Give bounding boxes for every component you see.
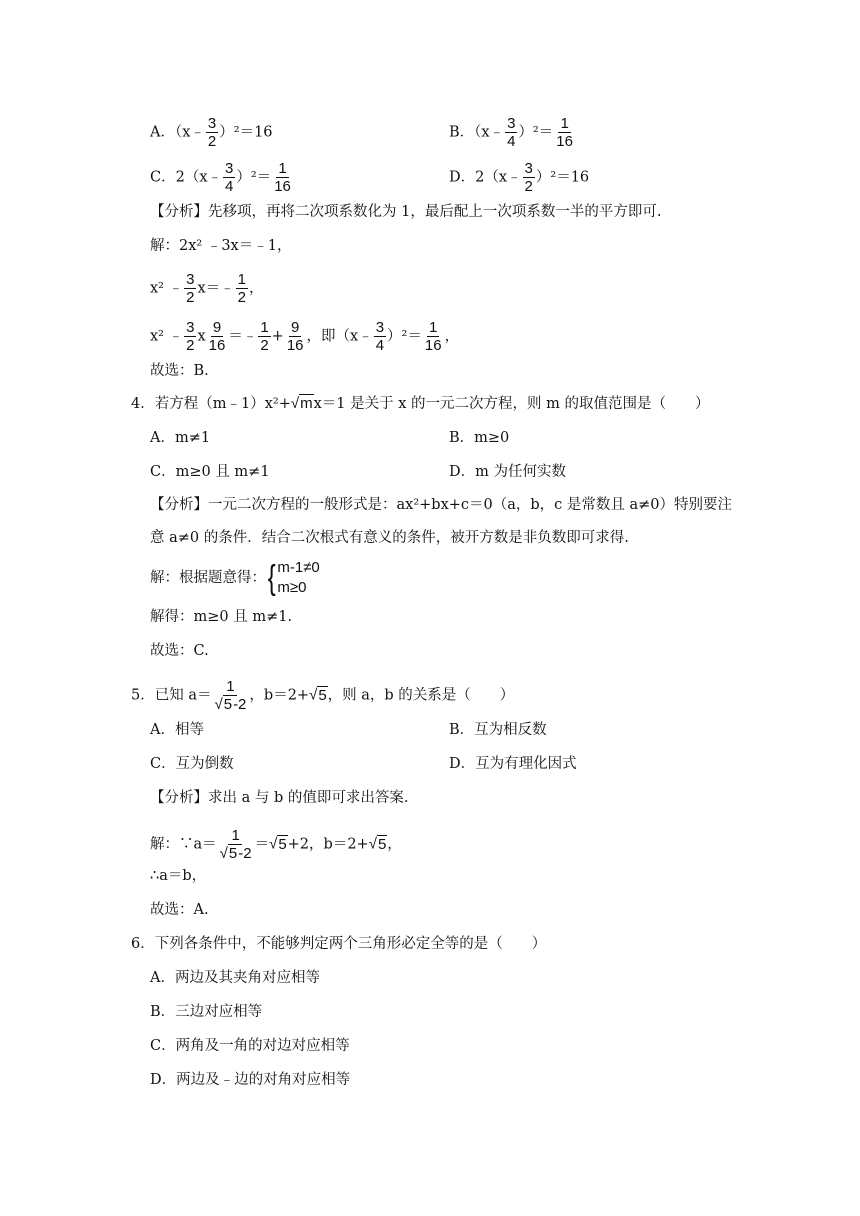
q3-option-d: D．2（x﹣ $\frac{3}{2}$ ）²＝16 bbox=[449, 160, 590, 195]
q3-solution-step2: x² ﹣ $\frac{3}{2}$ x＝﹣ $\frac{1}{2}$ ， bbox=[150, 271, 264, 306]
fraction: $\frac{1}{16}$ bbox=[556, 115, 573, 150]
fraction: $\frac{1}{16}$ bbox=[274, 160, 291, 195]
q4-answer: 故选：C. bbox=[150, 643, 209, 659]
fraction: $\frac{3}{4}$ bbox=[375, 319, 385, 354]
q4-analysis-line2: 意 a≠0 的条件．结合二次根式有意义的条件，被开方数是非负数即可求得. bbox=[150, 530, 629, 546]
q3-answer: 故选：B. bbox=[150, 363, 209, 379]
q3-solution-step3: x² ﹣ $\frac{3}{2}$ x $\frac{9}{16}$ ＝﹣ $\frac{1}{2}$ + $\frac{9}{16}$ ，即（x﹣ $\frac{3}{4}$ ）²＝ $\frac{1}{16}$ ， bbox=[150, 319, 460, 354]
q3-solution-step1: 解：2x² ﹣3x＝﹣1， bbox=[150, 238, 292, 254]
q6-option-b: B．三边对应相等 bbox=[150, 1004, 263, 1020]
q5-answer: 故选：A. bbox=[150, 902, 209, 918]
fraction: $\frac{1}{√5-2}$ bbox=[214, 678, 247, 713]
q3-option-a: A．（x﹣ $\frac{3}{2}$ ）²＝16 bbox=[150, 115, 273, 150]
q4-stem: 4．若方程（m﹣1）x²+√mx＝1 是关于 x 的一元二次方程，则 m 的取值范围是（ ） bbox=[131, 395, 710, 412]
q3-analysis: 【分析】先移项，再将二次项系数化为 1，最后配上一次项系数一半的平方即可. bbox=[150, 204, 662, 220]
q6-option-a: A．两边及其夹角对应相等 bbox=[150, 970, 320, 986]
fraction: $\frac{9}{16}$ bbox=[286, 319, 304, 354]
q5-option-d: D．互为有理化因式 bbox=[449, 756, 577, 772]
q4-option-d: D．m 为任何实数 bbox=[449, 464, 566, 480]
q5-solution: 解：∵a＝ $\frac{1}{√5-2}$ ＝√5+2，b＝2+√5， bbox=[150, 827, 402, 862]
fraction: $\frac{1}{2}$ bbox=[260, 319, 269, 354]
q4-analysis-line1: 【分析】一元二次方程的一般形式是：ax²+bx+c＝0（a，b，c 是常数且 a≠0）特别要注 bbox=[150, 497, 733, 513]
square-root: √5 bbox=[368, 835, 387, 853]
fraction: $\frac{3}{2}$ bbox=[207, 115, 217, 150]
fraction: $\frac{3}{2}$ bbox=[524, 160, 533, 195]
q5-analysis: 【分析】求出 a 与 b 的值即可求出答案. bbox=[150, 790, 409, 806]
q3-option-c: C．2（x﹣ $\frac{3}{4}$ ）²＝ $\frac{1}{16}$ bbox=[150, 160, 291, 195]
equation-system: { m-1≠0 m≥0 bbox=[267, 559, 320, 597]
q6-option-c: C．两角及一角的对边对应相等 bbox=[150, 1038, 350, 1054]
q3-option-b: B．（x﹣ $\frac{3}{4}$ ）²＝ $\frac{1}{16}$ bbox=[449, 115, 573, 150]
q4-result: 解得：m≥0 且 m≠1. bbox=[150, 609, 293, 625]
fraction: $\frac{1}{16}$ bbox=[424, 319, 442, 354]
q4-option-a: A．m≠1 bbox=[150, 430, 211, 446]
q5-therefore: ∴a＝b， bbox=[150, 868, 207, 884]
q5-option-a: A．相等 bbox=[150, 722, 204, 738]
fraction: $\frac{3}{2}$ bbox=[186, 319, 195, 354]
q4-solution-system: 解：根据题意得： { m-1≠0 m≥0 bbox=[150, 559, 320, 597]
fraction: $\frac{3}{4}$ bbox=[507, 115, 516, 150]
square-root: √5 bbox=[269, 835, 287, 853]
q5-stem: 5．已知 a＝ $\frac{1}{√5-2}$ ，b＝2+√5，则 a，b 的关系是（ ） bbox=[131, 678, 515, 713]
q6-stem: 6．下列各条件中，不能够判定两个三角形必定全等的是（ ） bbox=[131, 936, 547, 952]
fraction: $\frac{9}{16}$ bbox=[208, 319, 226, 354]
fraction: $\frac{1}{√5-2}$ bbox=[219, 827, 252, 862]
square-root: √m bbox=[290, 395, 313, 412]
q5-option-b: B．互为相反数 bbox=[449, 722, 547, 738]
q5-option-c: C．互为倒数 bbox=[150, 756, 234, 772]
fraction: $\frac{1}{2}$ bbox=[237, 271, 246, 306]
fraction: $\frac{3}{2}$ bbox=[186, 271, 195, 306]
q4-option-c: C．m≥0 且 m≠1 bbox=[150, 464, 270, 480]
fraction: $\frac{3}{4}$ bbox=[225, 160, 234, 195]
square-root: √5 bbox=[309, 686, 327, 704]
q4-option-b: B．m≥0 bbox=[449, 430, 510, 446]
q6-option-d: D．两边及﹣边的对角对应相等 bbox=[150, 1072, 351, 1088]
